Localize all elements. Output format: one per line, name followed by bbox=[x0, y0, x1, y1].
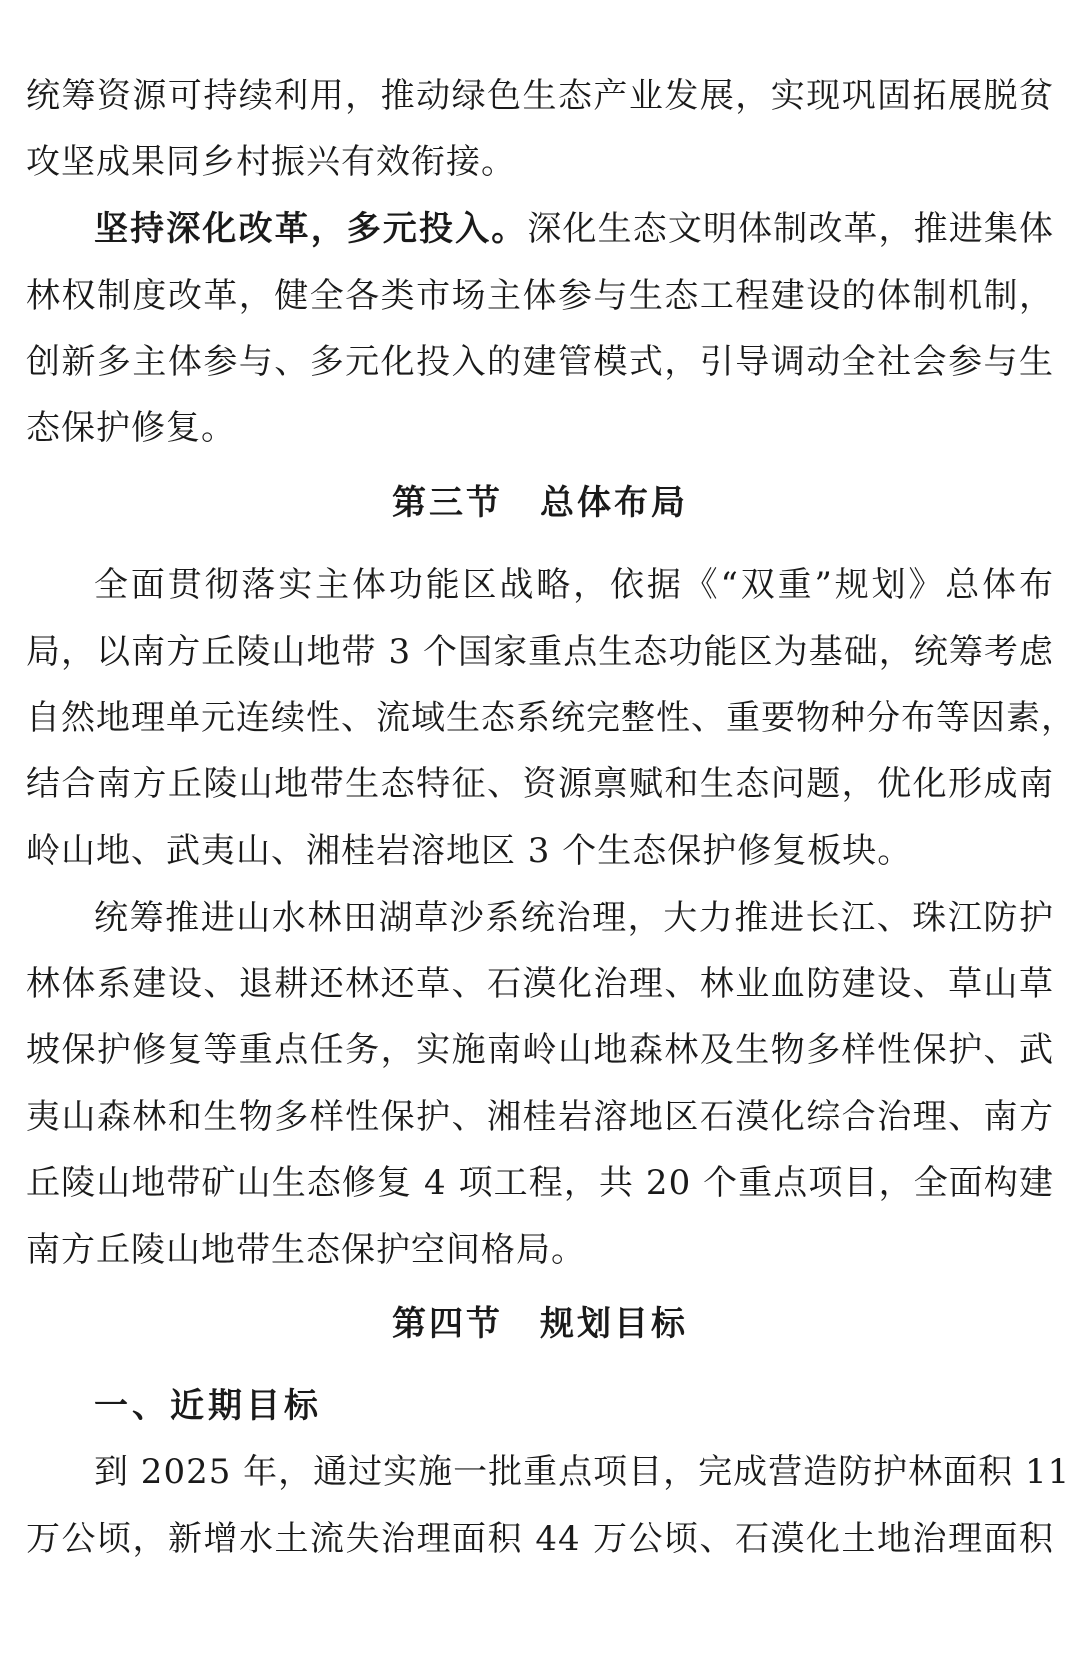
bold-lead-phrase: 坚持深化改革，多元投入。 bbox=[94, 209, 528, 249]
paragraph-line: 丘陵山地带矿山生态修复 4 项工程，共 20 个重点项目，全面构建 bbox=[26, 1163, 1054, 1203]
paragraph-line: 局，以南方丘陵山地带 3 个国家重点生态功能区为基础，统筹考虑 bbox=[26, 632, 1054, 672]
paragraph-line: 创新多主体参与、多元化投入的建管模式，引导调动全社会参与生 bbox=[26, 342, 1054, 382]
paragraph-line: 南方丘陵山地带生态保护空间格局。 bbox=[26, 1230, 586, 1270]
paragraph-line: 攻坚成果同乡村振兴有效衔接。 bbox=[26, 142, 516, 182]
paragraph-line: 岭山地、武夷山、湘桂岩溶地区 3 个生态保护修复板块。 bbox=[26, 831, 913, 871]
paragraph-line: 全面贯彻落实主体功能区战略，依据《“双重”规划》总体布 bbox=[94, 565, 1054, 605]
paragraph-line: 林权制度改革，健全各类市场主体参与生态工程建设的体制机制， bbox=[26, 276, 1054, 316]
paragraph-line bbox=[94, 207, 1054, 251]
paragraph-line: 林体系建设、退耕还林还草、石漠化治理、林业血防建设、草山草 bbox=[26, 964, 1054, 1004]
paragraph-line: 万公顷，新增水土流失治理面积 44 万公顷、石漠化土地治理面积 bbox=[26, 1519, 1054, 1559]
paragraph-line: 结合南方丘陵山地带生态特征、资源禀赋和生态问题，优化形成南 bbox=[26, 764, 1054, 804]
paragraph-line: 自然地理单元连续性、流域生态系统完整性、重要物种分布等因素， bbox=[26, 698, 1076, 738]
paragraph-line: 统筹资源可持续利用，推动绿色生态产业发展，实现巩固拓展脱贫 bbox=[26, 76, 1054, 116]
paragraph-line: 态保护修复。 bbox=[26, 408, 236, 448]
paragraph-line: 夷山森林和生物多样性保护、湘桂岩溶地区石漠化综合治理、南方 bbox=[26, 1097, 1054, 1137]
paragraph-text: 深化生态文明体制改革，推进集体 bbox=[527, 209, 1055, 249]
paragraph-line: 坡保护修复等重点任务，实施南岭山地森林及生物多样性保护、武 bbox=[26, 1030, 1054, 1070]
subsection-heading: 一、近期目标 bbox=[94, 1386, 322, 1426]
section-heading: 第四节 规划目标 bbox=[392, 1304, 688, 1344]
paragraph-line: 到 2025 年，通过实施一批重点项目，完成营造防护林面积 11 bbox=[94, 1452, 1071, 1492]
paragraph-line: 统筹推进山水林田湖草沙系统治理，大力推进长江、珠江防护 bbox=[94, 898, 1054, 938]
section-heading: 第三节 总体布局 bbox=[392, 483, 688, 523]
